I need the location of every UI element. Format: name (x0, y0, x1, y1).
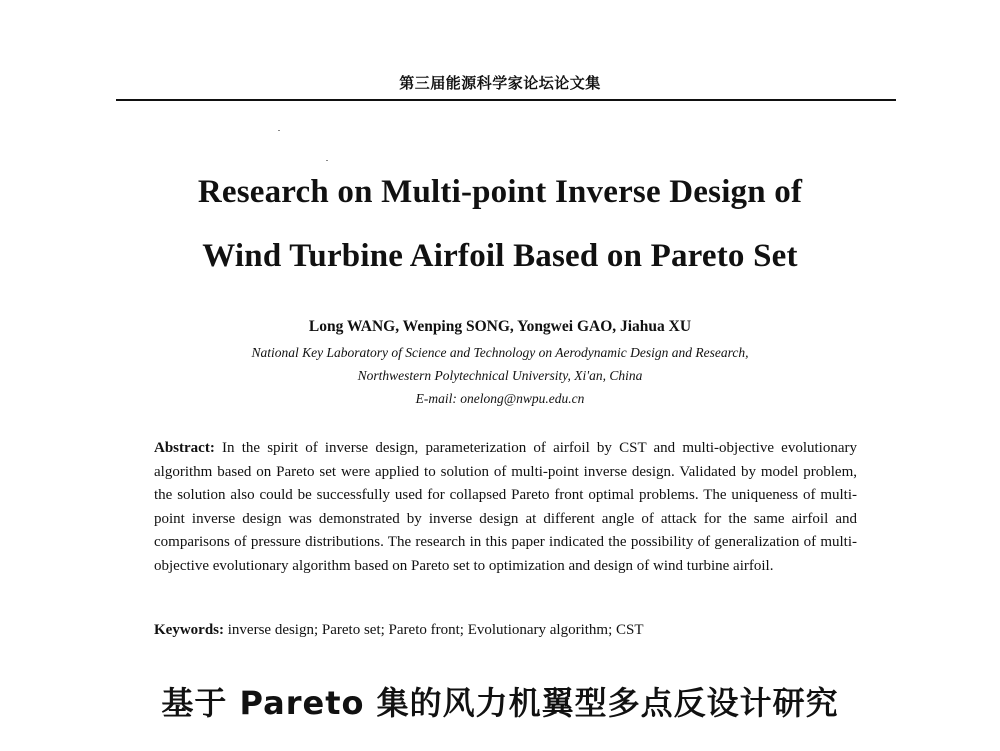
header-rule (116, 99, 896, 101)
scan-speck (326, 160, 328, 161)
affiliation-line-1: National Key Laboratory of Science and Technology on Aerodynamic Design and Research, (251, 345, 749, 360)
abstract-label: Abstract: (154, 440, 215, 456)
chinese-title: 基于 Pareto 集的风力机翼型多点反设计研究 (161, 684, 839, 722)
affiliation-line-2: Northwestern Polytechnical University, Xi'an, China (357, 368, 643, 383)
scan-speck (278, 130, 280, 131)
keywords-label: Keywords: (154, 622, 224, 638)
abstract-text: In the spirit of inverse design, parameterization of airfoil by CST and multi-objective evolutionary algorithm based on Pareto set were applied to solution of multi-point inverse design. Validated by model problem, the solution also could be successfully used for collapsed Pareto front optimal problems. The uniqueness of multi-point inverse design was demonstrated by inverse design at different angle of attack for the same airfoil and comparisons of pressure distributions. The research in this paper indicated the possibility of generalization of multi-objective evolutionary algorithm based on Pareto set to optimization and design of wind turbine airfoil. (154, 440, 857, 574)
paper-title-line-2: Wind Turbine Airfoil Based on Pareto Set (202, 238, 798, 274)
running-header: 第三届能源科学家论坛论文集 (399, 74, 601, 92)
author-email: E-mail: onelong@nwpu.edu.cn (415, 391, 585, 406)
paper-title-line-1: Research on Multi-point Inverse Design of (197, 174, 803, 210)
keywords-paragraph (154, 619, 857, 641)
abstract-paragraph (154, 437, 857, 579)
author-list: Long WANG, Wenping SONG, Yongwei GAO, Jiahua XU (308, 318, 692, 335)
keywords-text: inverse design; Pareto set; Pareto front; Evolutionary algorithm; CST (227, 622, 644, 638)
